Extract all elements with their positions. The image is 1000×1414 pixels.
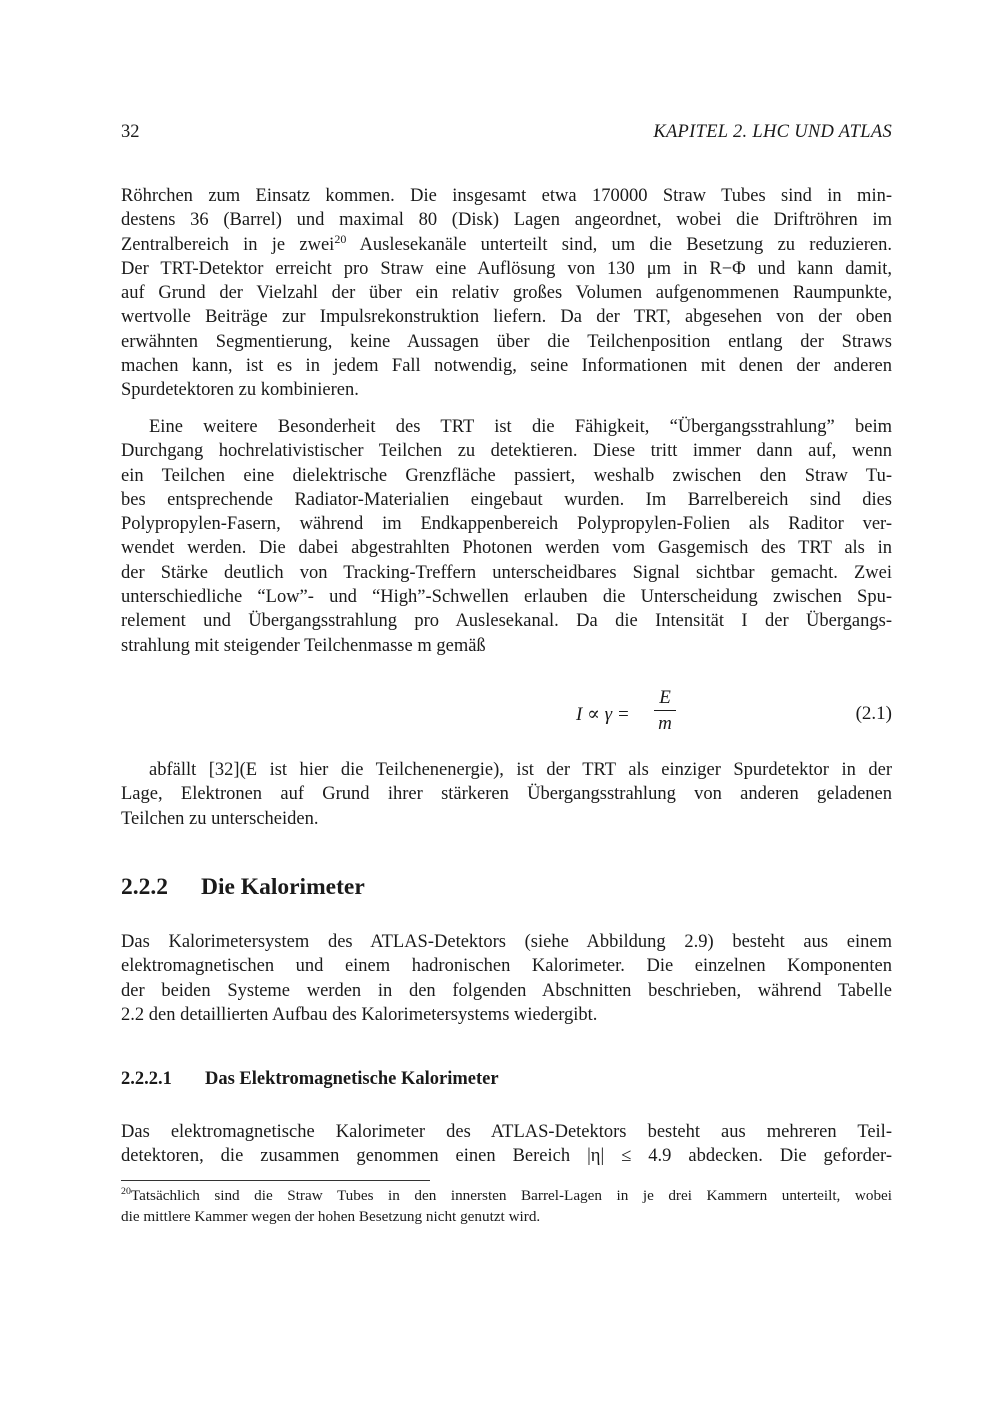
footnote bbox=[121, 1185, 892, 1227]
text-line: relement und Übergangsstrahlung pro Auslesekanal. Da die Intensität I der Übergangs- bbox=[121, 611, 892, 632]
text-line: wendet werden. Die dabei abgestrahlten Photonen werden vom Gasgemisch des TRT als in bbox=[121, 538, 892, 559]
paragraph-em-calorimeter bbox=[121, 1120, 892, 1169]
text-line: abfällt [32](E ist hier die Teilchenenergie), ist der TRT als einziger Spurdetektor in der bbox=[149, 760, 892, 780]
text-line: elektromagnetischen und einem hadronischen Kalorimeter. Die einzelnen Komponenten bbox=[121, 956, 892, 977]
text-line: unterschiedliche “Low”- und “High”-Schwellen erlauben die Unterscheidung zwischen Spu- bbox=[121, 587, 892, 608]
text-line: erwähnten Segmentierung, keine Aussagen über die Teilchenposition entlang der Straws bbox=[121, 331, 892, 352]
text-line: bes entsprechende Radiator-Materialien eingebaut wurden. Im Barrelbereich sind dies bbox=[121, 489, 892, 510]
footnote-rule bbox=[121, 1180, 430, 1181]
text-line: Röhrchen zum Einsatz kommen. Die insgesamt etwa 170000 Straw Tubes sind in min- bbox=[121, 186, 892, 206]
footnote-reference: 20 bbox=[334, 231, 347, 246]
paragraph-calorimeter-overview bbox=[121, 930, 892, 1027]
footnote-line: $^{20}$Tatsächlich sind die Straw Tubes in den innersten Barrel-Lagen in je drei Kammern unterteilt, wobei bbox=[121, 1186, 892, 1204]
text-line: destens 36 (Barrel) und maximal 80 (Disk) Lagen angeordnet, wobei die Driftröhren im bbox=[121, 210, 892, 231]
text-line: Zentralbereich in je zwei$^{20}$ Auslesekanäle unterteilt sind, um die Besetzung zu reduzieren. bbox=[121, 231, 892, 255]
text-line: der beiden Systeme werden in den folgenden Abschnitten beschrieben, während Tabelle bbox=[121, 980, 892, 1001]
text-line: Das elektromagnetische Kalorimeter des ATLAS-Detektors besteht aus mehreren Teil- bbox=[121, 1122, 892, 1142]
fraction-numerator: E bbox=[659, 687, 671, 708]
paragraph-after-equation bbox=[121, 758, 892, 831]
paragraph-transition-radiation bbox=[121, 415, 892, 658]
footnote-mark: 20 bbox=[121, 1186, 131, 1198]
text-line: Der TRT-Detektor erreicht pro Straw eine Auflösung von 130 μm in R−Φ und kann damit, bbox=[121, 258, 892, 279]
text-line: ein Teilchen eine dielektrische Grenzfläche passiert, weshalb zwischen den Straw Tu- bbox=[121, 465, 892, 486]
equation-number: (2.1) bbox=[855, 703, 892, 724]
text-line: Das Kalorimetersystem des ATLAS-Detektors (siehe Abbildung 2.9) besteht aus einem bbox=[121, 932, 892, 952]
section-heading bbox=[121, 874, 365, 901]
text-line: Durchgang hochrelativistischer Teilchen zu detektieren. Diese tritt immer dann auf, wenn bbox=[121, 441, 892, 462]
section-title: Die Kalorimeter bbox=[201, 874, 365, 900]
equation-fraction bbox=[653, 686, 677, 735]
subsection-heading bbox=[121, 1069, 499, 1090]
fraction-denominator: m bbox=[658, 713, 672, 734]
text-line: der Stärke deutlich von Tracking-Treffern unterscheidbares Signal sichtbar gemacht. Zwei bbox=[121, 562, 892, 583]
subsection-title: Das Elektromagnetische Kalorimeter bbox=[205, 1069, 499, 1089]
text-line: auf Grund der Vielzahl der über ein relativ großes Volumen aufgenommenen Raumpunkte, bbox=[121, 283, 892, 304]
text-line: detektoren, die zusammen genommen einen Bereich |η| ≤ 4.9 abdecken. Die geforder- bbox=[121, 1146, 892, 1167]
text-line: wertvolle Beiträge zur Impulsrekonstruktion liefern. Da der TRT, abgesehen von der oben bbox=[121, 307, 892, 328]
text-line: Polypropylen-Fasern, während im Endkappenbereich Polypropylen-Folien als Raditor ver- bbox=[121, 514, 892, 535]
page-number: 32 bbox=[121, 122, 140, 142]
text-line: 2.2 den detaillierten Aufbau des Kalorimetersystems wiedergibt. bbox=[121, 1004, 598, 1025]
text-line: machen kann, ist es in jedem Fall notwendig, seine Informationen mit denen der anderen bbox=[121, 356, 892, 377]
text-line: Teilchen zu unterscheiden. bbox=[121, 808, 319, 829]
footnote-line: die mittlere Kammer wegen der hohen Besetzung nicht genutzt wird. bbox=[121, 1208, 541, 1225]
page-header bbox=[121, 122, 892, 148]
running-title: KAPITEL 2. LHC UND ATLAS bbox=[653, 122, 892, 142]
paragraph-trt-intro bbox=[121, 184, 892, 403]
section-number: 2.2.2 bbox=[121, 874, 168, 900]
subsection-number: 2.2.2.1 bbox=[121, 1069, 172, 1089]
equation-lhs: I ∝ γ = bbox=[576, 704, 630, 725]
text-line: strahlung mit steigender Teilchenmasse m gemäß bbox=[121, 635, 486, 656]
text-line: Eine weitere Besonderheit des TRT ist die Fähigkeit, “Übergangsstrahlung” beim bbox=[149, 417, 892, 437]
equation-2-1 bbox=[121, 686, 892, 742]
text-line: Spurdetektoren zu kombinieren. bbox=[121, 380, 359, 401]
text-line: Lage, Elektronen auf Grund ihrer stärkeren Übergangsstrahlung von anderen geladenen bbox=[121, 784, 892, 805]
